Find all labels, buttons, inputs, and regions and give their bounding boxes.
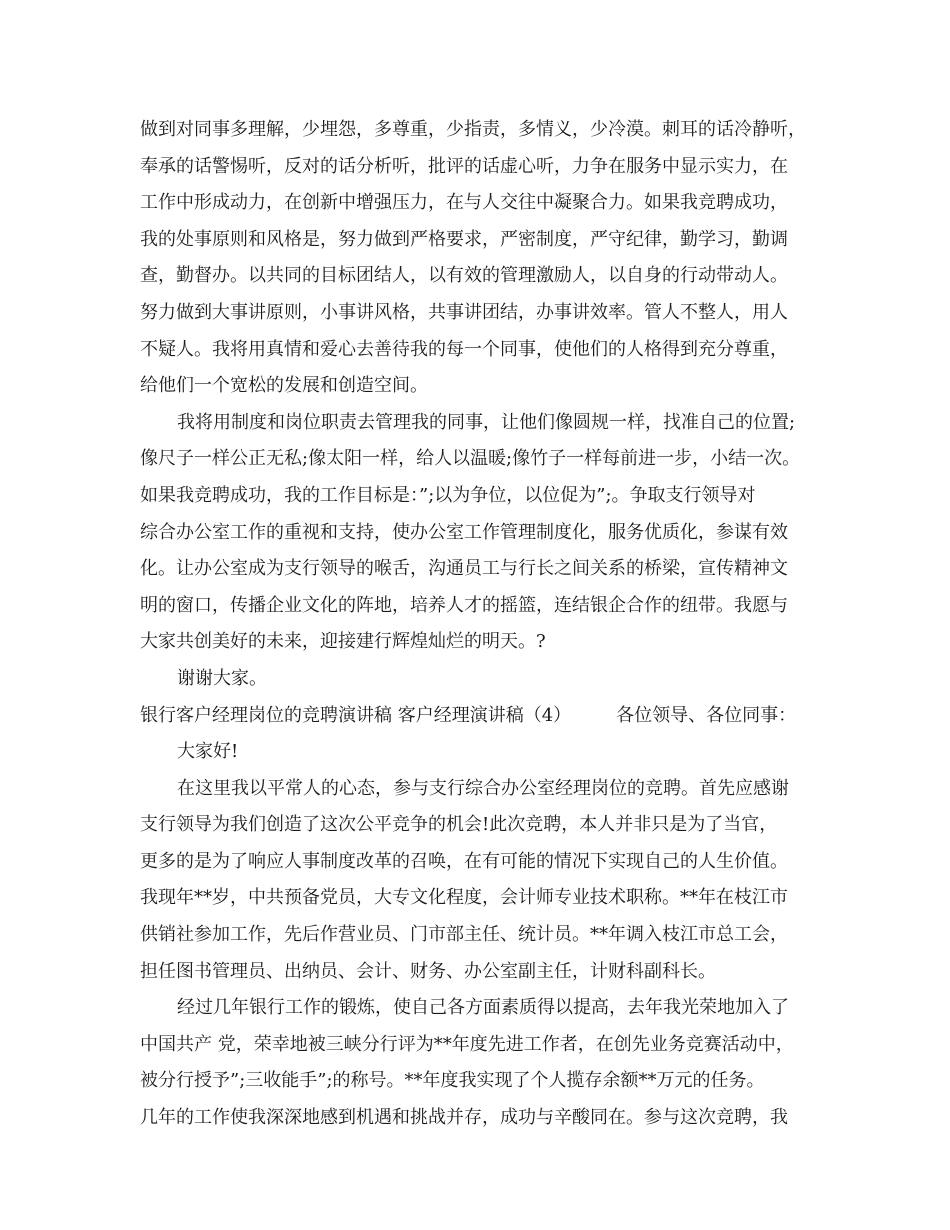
text-line: 做到对同事多理解，少埋怨，多尊重，少指责，多情义，少冷漠。刺耳的话冷静听， bbox=[140, 119, 806, 140]
text-line: 奉承的话警惕听，反对的话分析听，批评的话虚心听，力争在服务中显示实力，在 bbox=[140, 155, 788, 177]
text-line: 努力做到大事讲原则，小事讲风格，共事讲团结，办事讲效率。管人不整人，用人 bbox=[140, 301, 788, 323]
text-line: 大家共创美好的未来，迎接建行辉煌灿烂的明天。? bbox=[140, 631, 546, 653]
text-line: 查，勤督办。以共同的目标团结人，以有效的管理激励人，以自身的行动带动人。 bbox=[140, 265, 788, 287]
text-line: 工作中形成动力，在创新中增强压力，在与人交往中凝聚合力。如果我竞聘成功， bbox=[140, 192, 788, 214]
document-body bbox=[140, 112, 830, 1137]
text-line: 担任图书管理员、出纳员、会计、财务、办公室副主任，计财科副科长。 bbox=[140, 960, 716, 982]
text-line: 综合办公室工作的重视和支持，使办公室工作管理制度化，服务优质化，参谋有效 bbox=[140, 521, 788, 543]
text-line: 给他们一个宽松的发展和创造空间。 bbox=[140, 375, 428, 397]
text-line: 支行领导为我们创造了这次公平竞争的机会!此次竞聘，本人并非只是为了当官， bbox=[140, 814, 778, 836]
text-line: 化。让办公室成为支行领导的喉舌，沟通员工与行长之间关系的桥梁，宣传精神文 bbox=[140, 558, 788, 580]
text-line: 我现年**岁，中共预备党员，大专文化程度，会计师专业技术职称。**年在枝江市 bbox=[140, 887, 788, 909]
text-line: 不疑人。我将用真情和爱心去善待我的每一个同事，使他们的人格得到充分尊重， bbox=[140, 338, 788, 360]
text-line: 像尺子一样公正无私;像太阳一样，给人以温暖;像竹子一样每前进一步，小结一次。 bbox=[140, 448, 801, 470]
text-line: 更多的是为了响应人事制度改革的召唤，在有可能的情况下实现自己的人生价值。 bbox=[140, 850, 788, 872]
text-line: 我的处事原则和风格是，努力做到严格要求，严密制度，严守纪律，勤学习，勤调 bbox=[140, 228, 788, 250]
text-line: 几年的工作使我深深地感到机遇和挑战并存，成功与辛酸同在。参与这次竞聘，我 bbox=[140, 1107, 788, 1129]
text-line: 明的窗口，传播企业文化的阵地，培养人才的摇篮，连结银企合作的纽带。我愿与 bbox=[140, 594, 788, 616]
closing-line: 谢谢大家。 bbox=[177, 667, 267, 689]
text-line: 供销社参加工作，先后作营业员、门市部主任、统计员。**年调入枝江市总工会， bbox=[140, 924, 788, 946]
section-heading-line: 银行客户经理岗位的竞聘演讲稿 客户经理演讲稿（4） 各位领导、各位同事： bbox=[140, 704, 797, 726]
text-line: 如果我竞聘成功，我的工作目标是：”;以为争位，以位促为”;。争取支行领导对 bbox=[140, 484, 756, 506]
greeting-line: 大家好! bbox=[177, 741, 239, 763]
text-line: 中国共产 党，荣幸地被三峡分行评为**年度先进工作者，在创先业务竞赛活动中， bbox=[140, 1033, 794, 1055]
text-line: 被分行授予”;三收能手”;的称号。**年度我实现了个人揽存余额**万元的任务。 bbox=[140, 1070, 765, 1092]
paragraph-start-line: 经过几年银行工作的锻炼，使自己各方面素质得以提高，去年我光荣地加入了 bbox=[177, 997, 789, 1019]
paragraph-start-line: 我将用制度和岗位职责去管理我的同事，让他们像圆规一样，找准自己的位置; bbox=[177, 411, 796, 433]
paragraph-start-line: 在这里我以平常人的心态，参与支行综合办公室经理岗位的竞聘。首先应感谢 bbox=[177, 777, 789, 799]
